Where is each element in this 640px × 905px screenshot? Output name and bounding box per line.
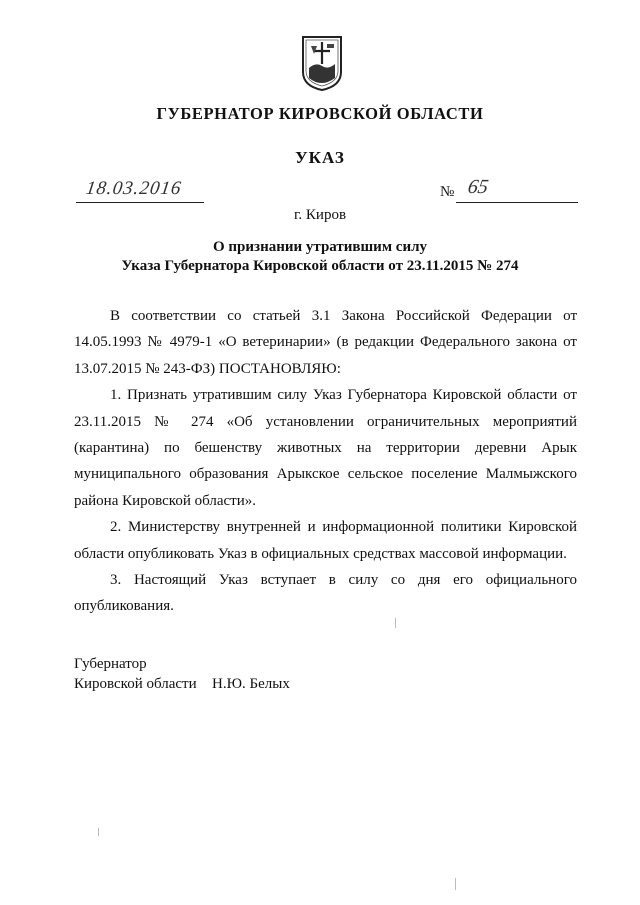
decree-subject (60, 238, 580, 276)
decree-date-field (76, 178, 204, 203)
signatory-title: Губернатор (74, 656, 147, 672)
clause-2-paragraph: 2. Министерству внутренней и информационной политики Кировской области опубликовать Указ в официальных средствах массовой информации. (74, 519, 577, 562)
scan-artifact (395, 618, 396, 628)
signatory-name: Н.Ю. Белых (212, 676, 290, 692)
scan-artifact (455, 878, 456, 890)
scan-artifact (98, 828, 99, 836)
subject-line-1: О признании утратившим силу (213, 239, 427, 255)
signatory-region: Кировской области (74, 676, 197, 692)
coat-of-arms-icon (300, 34, 344, 92)
number-sign: № (440, 184, 455, 200)
clause-1-paragraph: 1. Признать утратившим силу Указ Губернатора Кировской области от 23.11.2015 № 274 «Об установлении ограничительных мероприятий (карантина) по бешенству животных на территории деревни Арык муниципального образования Арыкское сельское поселение Малмыжского района Кировской области». (74, 387, 577, 509)
decree-number: 65 (466, 176, 491, 198)
decree-number-field (456, 178, 578, 203)
document-type: УКАЗ (295, 148, 345, 167)
subject-line-2: Указа Губернатора Кировской области от 23.11.2015 № 274 (121, 258, 519, 274)
decree-body (74, 303, 577, 620)
decree-date: 18.03.2016 (84, 178, 184, 199)
preamble-paragraph: В соответствии со статьей 3.1 Закона Российской Федерации от 14.05.1993 № 4979-1 «О ветеринарии» (в редакции Федерального закона от 13.07.2015 № 243-ФЗ) ПОСТАНОВЛЯЮ: (74, 308, 577, 377)
clause-3-paragraph: 3. Настоящий Указ вступает в силу со дня его официального опубликования. (74, 572, 577, 615)
city-of-issue: г. Киров (293, 207, 347, 223)
issuing-authority: ГУБЕРНАТОР КИРОВСКОЙ ОБЛАСТИ (156, 104, 484, 123)
